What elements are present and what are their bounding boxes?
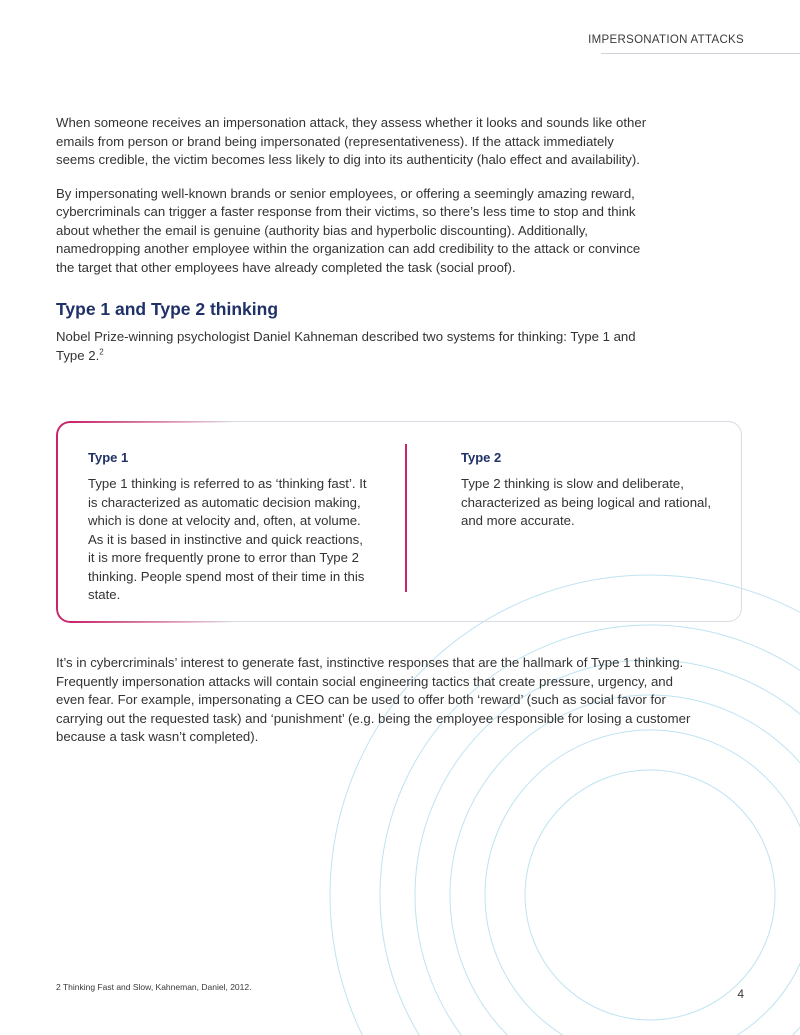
type-2-title: Type 2: [461, 450, 502, 465]
type-1-text: Type 1 thinking is referred to as ‘thinking fast’. It is characterized as automatic decision making, which is done at velocity and, often, at volume. As it is based in instinctive and quick reactions, it is more frequently prone to error than Type 2 thinking. People spend most of their time in this state.: [88, 476, 367, 602]
closing-section: [56, 654, 696, 762]
closing-paragraph: It’s in cybercriminals’ interest to generate fast, instinctive responses that are the hallmark of Type 1 thinking. Frequently impersonation attacks will contain social engineering tactics that create pressure, urgency, and even fear. For example, impersonating a CEO can be used to offer both ‘reward’ (such as social favor for carrying out the requested task) and ‘punishment’ (e.g. being the employee responsible for losing a customer because a task wasn’t completed).: [56, 655, 691, 744]
type-2-column: [461, 450, 711, 531]
footnote-reference: 2: [99, 347, 104, 357]
section-lead-text: Nobel Prize-winning psychologist Daniel Kahneman described two systems for thinking: Type 1 and Type 2.: [56, 329, 636, 363]
section-header-label: IMPERSONATION ATTACKS: [588, 34, 744, 46]
type-1-column: [88, 450, 373, 605]
page-number: 4: [737, 987, 744, 1001]
section-heading: Type 1 and Type 2 thinking: [56, 299, 279, 319]
column-divider: [405, 444, 407, 592]
type-1-title: Type 1: [88, 450, 129, 465]
thinking-types-box: [56, 421, 742, 622]
header-rule: [601, 53, 800, 54]
section-lead: [56, 328, 656, 365]
type-2-text: Type 2 thinking is slow and deliberate, characterized as being logical and rational, and more accurate.: [461, 476, 711, 528]
intro-paragraph-2: By impersonating well-known brands or senior employees, or offering a seemingly amazing reward, cybercriminals can trigger a faster response from their victims, so there’s less time to stop and think about whether the email is genuine (authority bias and hyperbolic discounting). Additionally, namedropping another employee within the organization can add credibility to the attack or convince the target that other employees have already completed the task (social proof).: [56, 185, 641, 275]
footnote: 2 Thinking Fast and Slow, Kahneman, Daniel, 2012.: [56, 982, 252, 992]
intro-paragraph-1: When someone receives an impersonation attack, they assess whether it looks and sounds like other emails from person or brand being impersonated (representativeness). If the attack immediately seems credible, the victim becomes less likely to dig into its authenticity (halo effect and availability).: [56, 115, 647, 167]
main-content: [56, 114, 656, 380]
